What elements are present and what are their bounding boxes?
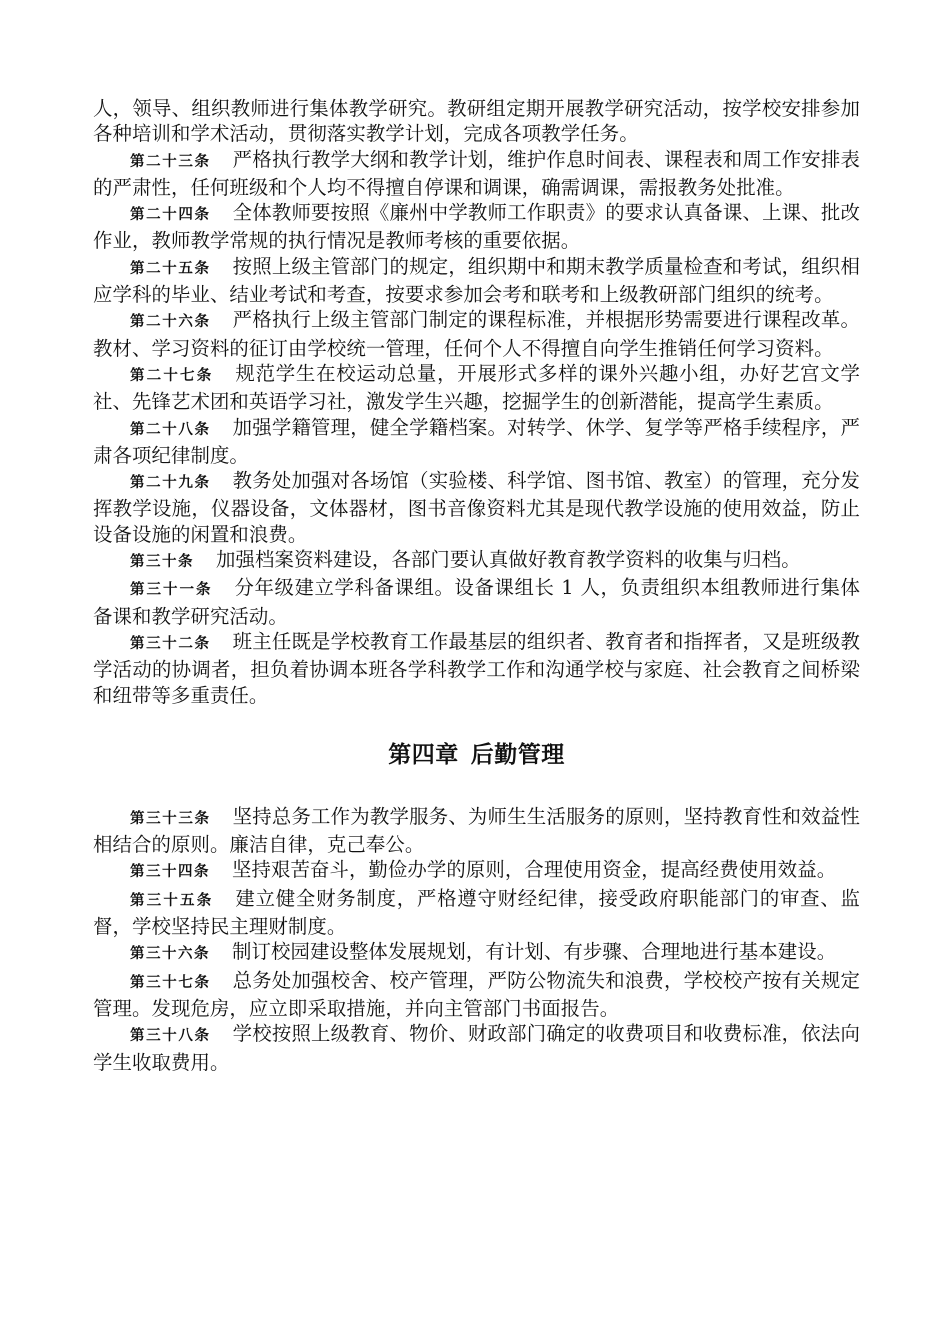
- article-text: 学校按照上级教育、物价、财政部门确定的收费项目和收费标准，依法向学生收取费用。: [93, 1022, 861, 1074]
- article-text: 按照上级主管部门的规定，组织期中和期末教学质量检查和考试，组织相应学科的毕业、结业考试和考查，按要求参加会考和联考和上级教研部门组织的统考。: [93, 254, 861, 307]
- article-label: 第三十四条: [130, 864, 210, 881]
- intro-paragraph: 人，领导、组织教师进行集体教学研究。教研组定期开展教学研究活动，按学校安排参加各种培训和学术活动，贯彻落实教学计划，完成各项教学任务。: [93, 97, 860, 146]
- article-label: 第三十五条: [130, 892, 214, 909]
- article-28: [93, 415, 860, 469]
- article-text: 加强学籍管理，健全学籍档案。对转学、休学、复学等严格手续程序，严肃各项纪律制度。: [93, 415, 861, 467]
- article-label: 第二十六条: [130, 314, 211, 331]
- article-text: 坚持艰苦奋斗，勤俭办学的原则，合理使用资金，提高经费使用效益。: [232, 858, 837, 882]
- document-page: [93, 96, 860, 1075]
- article-text: 总务处加强校舍、校产管理，严防公物流失和浪费，学校校产按有关规定管理。发现危房，应立即采取措施，并向主管部门书面报告。: [93, 968, 861, 1020]
- article-25: [93, 254, 860, 308]
- articles-section-1: [93, 147, 860, 708]
- chapter-number: 第四章: [388, 741, 459, 768]
- article-24: [93, 200, 860, 254]
- article-27: [93, 361, 860, 415]
- article-label: 第三十条: [130, 554, 194, 571]
- article-text: 班主任既是学校教育工作最基层的组织者、教育者和指挥者，又是班级教学活动的协调者，担负着协调本班各学科教学工作和沟通学校与家庭、社会教育之间桥梁和纽带等多重责任。: [93, 629, 861, 707]
- article-label: 第三十一条: [130, 582, 213, 599]
- article-30: [93, 547, 860, 575]
- articles-section-2: [93, 804, 860, 1075]
- article-text: 全体教师要按照《廉州中学教师工作职责》的要求认真备课、上课、批改作业，教师教学常规的执行情况是教师考核的重要依据。: [93, 201, 861, 253]
- article-32: [93, 629, 860, 708]
- article-label: 第三十六条: [130, 946, 210, 963]
- article-label: 第三十八条: [130, 1028, 211, 1045]
- article-text: 建立健全财务制度，严格遵守财经纪律，接受政府职能部门的审查、监督，学校坚持民主理财制度。: [93, 886, 860, 939]
- article-text: 坚持总务工作为教学服务、为师生生活服务的原则，坚持教育性和效益性相结合的原则。廉洁自律，克己奉公。: [93, 804, 861, 857]
- article-label: 第二十四条: [130, 207, 211, 224]
- article-label: 第三十七条: [130, 974, 211, 991]
- article-23: [93, 147, 860, 201]
- article-label: 第三十二条: [130, 635, 211, 652]
- article-text: 规范学生在校运动总量，开展形式多样的课外兴趣小组，办好艺宫文学社、先锋艺术团和英语学习社，激发学生兴趣，挖掘学生的创新潜能，提高学生素质。: [93, 361, 860, 414]
- article-34: [93, 857, 860, 885]
- article-26: [93, 307, 860, 361]
- article-label: 第二十三条: [130, 153, 211, 170]
- article-text: 加强档案资料建设，各部门要认真做好教育教学资料的收集与归档。: [216, 548, 801, 572]
- article-text: 教务处加强对各场馆（实验楼、科学馆、图书馆、教室）的管理，充分发挥教学设施，仪器设备，文体器材，图书音像资料尤其是现代教学设施的使用效益，防止设备设施的闲置和浪费。: [93, 469, 861, 546]
- article-text: 制订校园建设整体发展规划，有计划、有步骤、合理地进行基本建设。: [232, 940, 837, 964]
- article-label: 第二十七条: [130, 367, 214, 384]
- article-29: [93, 468, 860, 547]
- article-37: [93, 968, 860, 1022]
- article-label: 第三十三条: [130, 810, 211, 827]
- article-31: [93, 575, 860, 629]
- article-36: [93, 939, 860, 967]
- article-33: [93, 804, 860, 858]
- article-35: [93, 886, 860, 940]
- article-text: 严格执行上级主管部门制定的课程标准，并根据形势需要进行课程改革。教材、学习资料的征订由学校统一管理，任何个人不得擅自向学生推销任何学习资料。: [93, 308, 861, 360]
- article-38: [93, 1021, 860, 1075]
- chapter-heading: [93, 740, 860, 770]
- article-label: 第二十五条: [130, 260, 211, 277]
- chapter-title: 后勤管理: [470, 741, 565, 768]
- article-label: 第二十八条: [130, 421, 211, 438]
- article-text: 分年级建立学科备课组。设备课组长 1 人，负责组织本组教师进行集体备课和教学研究活动。: [93, 576, 860, 628]
- article-text: 严格执行教学大纲和教学计划，维护作息时间表、课程表和周工作安排表的严肃性，任何班级和个人均不得擅自停课和调课，确需调课，需报教务处批准。: [93, 147, 861, 199]
- article-label: 第二十九条: [130, 475, 211, 492]
